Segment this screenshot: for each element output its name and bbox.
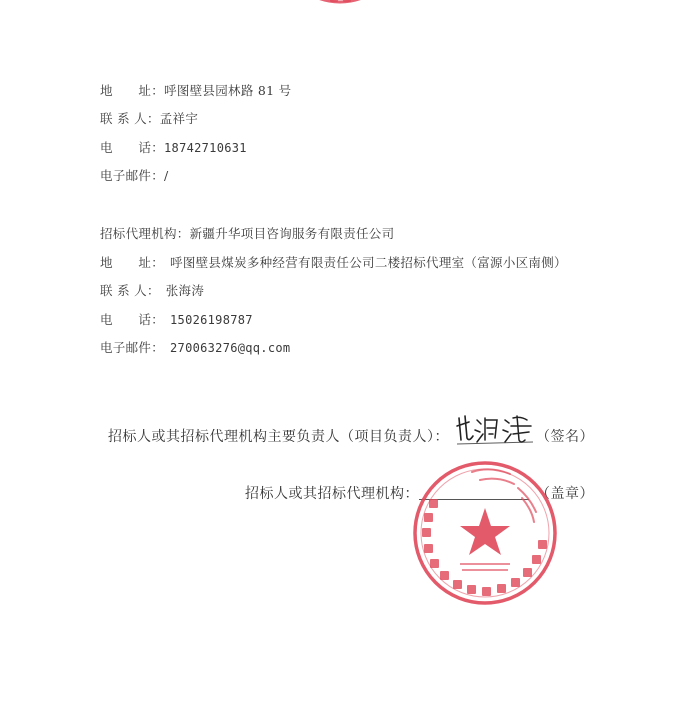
responsible-label: 招标人或其招标代理机构主要负责人（项目负责人）： <box>108 429 449 445</box>
agency-name-row <box>100 226 394 242</box>
contact-value: 孟祥宇 <box>159 111 199 126</box>
tenderer-address-row <box>100 83 291 99</box>
contact-label: 联 系 人： <box>100 111 160 126</box>
tenderer-phone-row <box>100 140 247 156</box>
agency-phone-row <box>100 312 253 328</box>
agency-email-row <box>100 340 290 356</box>
handwritten-signature <box>455 410 535 446</box>
sign-suffix: （签名） <box>536 429 594 445</box>
company-seal <box>410 458 560 608</box>
agency-email-value: 270063276@qq.com <box>170 341 291 355</box>
agency-phone-label: 电 话： <box>100 312 165 327</box>
email-label: 电子邮件： <box>100 168 165 183</box>
seal-suffix: （盖章） <box>536 486 594 502</box>
tenderer-contact-row <box>100 111 198 127</box>
agency-seal-label: 招标人或其招标代理机构： <box>245 486 419 502</box>
agency-address-row <box>100 255 567 271</box>
agency-contact-value: 张海涛 <box>165 283 205 298</box>
agency-email-label: 电子邮件： <box>100 340 165 355</box>
address-label: 地 址： <box>100 83 165 98</box>
agency-contact-row <box>100 283 204 299</box>
agency-address-value: 呼图壁县煤炭多种经营有限责任公司二楼招标代理室（富源小区南侧） <box>170 255 567 270</box>
responsible-person-line <box>108 426 449 446</box>
tenderer-email-row <box>100 168 169 184</box>
agency-address-label: 地 址： <box>100 255 165 270</box>
agency-name-value: 新疆升华项目咨询服务有限责任公司 <box>189 226 395 241</box>
agency-phone-value: 15026198787 <box>170 313 253 327</box>
agency-contact-label: 联 系 人： <box>100 283 160 298</box>
phone-label: 电 话： <box>100 140 165 155</box>
email-value: / <box>164 168 169 183</box>
phone-value: 18742710631 <box>164 141 247 155</box>
agency-name-label: 招标代理机构： <box>100 226 190 241</box>
seal-fragment-top <box>270 0 410 30</box>
address-value: 呼图壁县园林路 81 号 <box>164 83 292 98</box>
